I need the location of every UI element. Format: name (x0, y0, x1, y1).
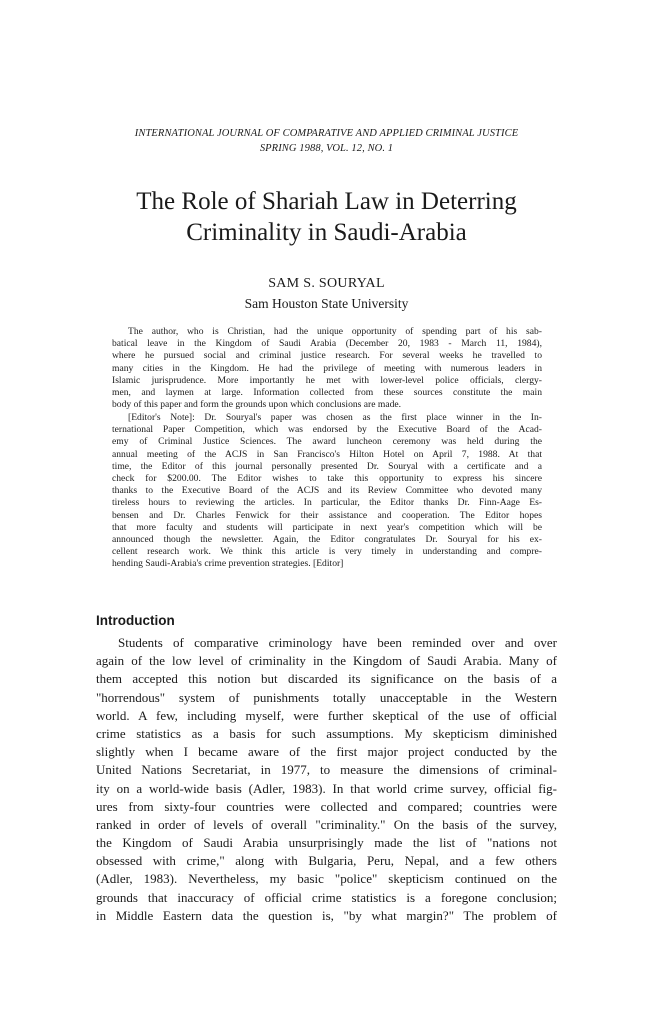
editor-note (112, 412, 542, 570)
editor-note-line: time, the Editor of this journal personally presented Dr. Souryal with a certificate and a (112, 460, 542, 472)
author-note-line: body of this paper and form the grounds upon which conclusions are made. (112, 399, 402, 411)
body-line: in Middle Eastern data the question is, "by what margin?" The problem of (96, 907, 557, 923)
introduction-body (96, 634, 557, 925)
article-title (40, 186, 613, 248)
editor-note-line: annual meeting of the ACJS in San Francisco's Hilton Hotel on April 7, 1988. At that (112, 448, 542, 460)
body-line: again of the low level of criminality in the Kingdom of Saudi Arabia. Many of (96, 653, 557, 669)
body-line: (Adler, 1983). Nevertheless, my basic "police" skepticism continued on the (96, 871, 557, 887)
article-title-line-2: Criminality in Saudi-Arabia (186, 219, 467, 246)
section-heading-introduction: Introduction (96, 613, 175, 628)
body-line: slightly when I became aware of the first major project conducted by the (96, 744, 557, 760)
author-note (112, 326, 542, 411)
body-line: ures from sixty-four countries were collected and compared; countries were (96, 798, 557, 814)
editor-note-line: tireless hours to reviewing the articles. In particular, the Editor thanks Dr. Finn-Aage Es- (112, 497, 542, 509)
body-line: ranked in order of levels of overall "criminality." On the basis of the survey, (96, 816, 557, 832)
editor-note-line: thanks to the Executive Board of the ACJS and its Review Committee who devoted many (112, 485, 542, 497)
article-title-line-1: The Role of Shariah Law in Deterring (136, 188, 517, 215)
author-note-line: Islamic jurisprudence. More importantly he met with lower-level police officials, clergy- (112, 374, 542, 386)
editor-note-line: bensen and Dr. Charles Fenwick for their assistance and cooperation. The Editor hopes (112, 509, 542, 521)
editor-note-line: [Editor's Note]: Dr. Souryal's paper was chosen as the first place winner in the In- (128, 412, 542, 423)
journal-name: INTERNATIONAL JOURNAL OF COMPARATIVE AND APPLIED CRIMINAL JUSTICE (134, 128, 519, 139)
body-line: grounds that inaccuracy of official crime statistics is a foregone conclusion; (96, 889, 557, 905)
journal-header (60, 126, 593, 156)
body-line: Students of comparative criminology have been reminded over and over (118, 635, 557, 650)
body-line: obsessed with crime," along with Bulgaria, Peru, Nepal, and a few others (96, 853, 557, 869)
author-name: SAM S. SOURYAL (268, 276, 385, 291)
author-note-line: batical leave in the Kingdom of Saudi Arabia (December 20, 1983 - March 11, 1984), (112, 338, 542, 350)
body-line: ity on a world-wide basis (Adler, 1983). In that world crime survey, official fig- (96, 780, 557, 796)
editor-note-line: announced though the newsletter. Again, the Editor congratulates Dr. Souryal for his ex- (112, 533, 542, 545)
body-line: the Kingdom of Saudi Arabia unsurprisingly made the list of "nations not (96, 835, 557, 851)
author-affiliation: Sam Houston State University (244, 296, 409, 311)
author-note-line: The author, who is Christian, had the unique opportunity of spending part of his sab- (128, 326, 542, 337)
editor-note-line: hending Saudi-Arabia's crime prevention strategies. [Editor] (112, 558, 344, 570)
editor-note-line: ternational Paper Competition, which was endorsed by the Executive Board of the Acad- (112, 424, 542, 436)
body-line: United Nations Secretariat, in 1977, to measure the dimensions of criminal- (96, 762, 557, 778)
body-line: crime statistics as a basis for such assumptions. My skepticism diminished (96, 725, 557, 741)
author-note-line: men, and laymen at large. Information collected from these sources constitute the main (112, 386, 542, 398)
body-line: them accepted this notion but discarded its significance on the basis of a (96, 671, 557, 687)
editor-note-line: that more faculty and students will participate in next year's competition which will be (112, 521, 542, 533)
body-line: "horrendous" system of punishments totally unacceptable in the Western (96, 689, 557, 705)
editor-note-line: emy of Criminal Justice Sciences. The award luncheon ceremony was held during the (112, 436, 542, 448)
body-line: world. A few, including myself, were further skeptical of the use of official (96, 707, 557, 723)
author-note-line: many cities in the Kingdom. He had the privilege of meeting with numerous leaders in (112, 362, 542, 374)
editor-note-line: check for $200.00. The Editor wishes to take this opportunity to express his sincere (112, 472, 542, 484)
author-note-line: where he pursued social and criminal justice research. For several weeks he travelled to (112, 350, 542, 362)
editor-note-line: cellent research work. We think this article is very timely in understanding and compre- (112, 546, 542, 558)
journal-issue: SPRING 1988, VOL. 12, NO. 1 (259, 143, 394, 154)
